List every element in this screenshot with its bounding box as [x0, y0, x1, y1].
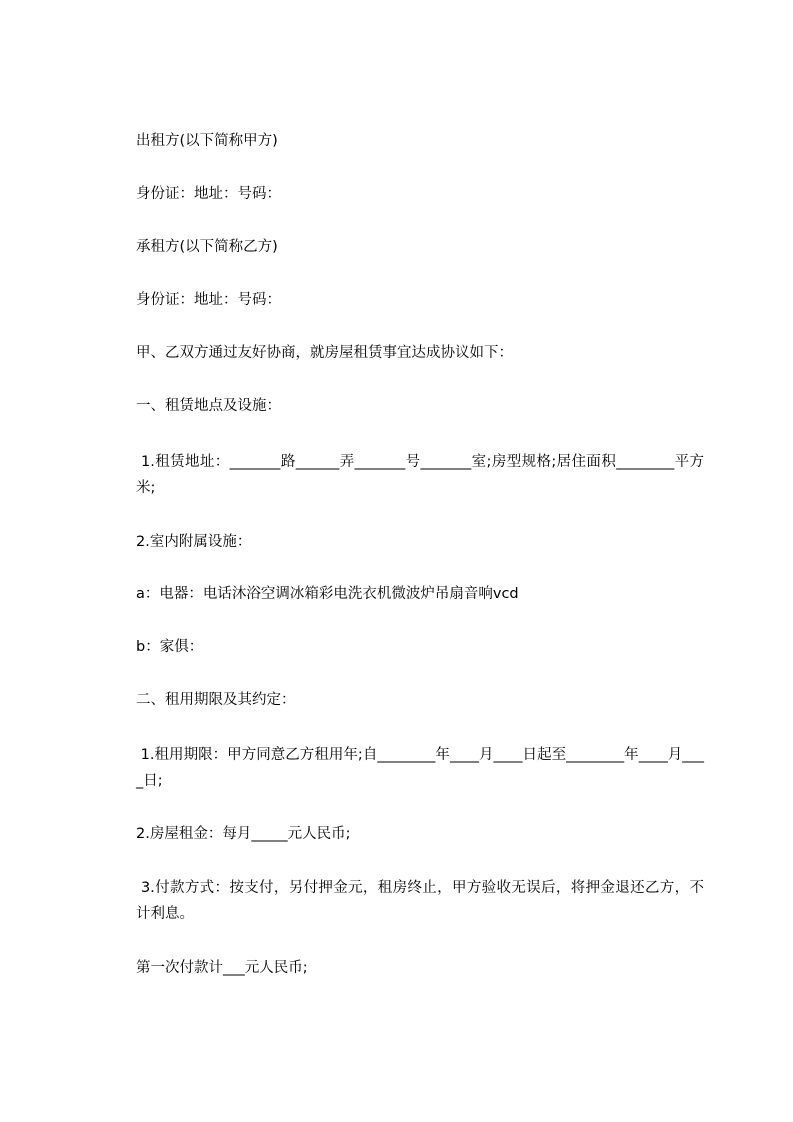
clause-first-payment: 第一次付款计___元人民币; — [136, 960, 308, 976]
agreement-intro: 甲、乙双方通过友好协商，就房屋租赁事宜达成协议如下： — [136, 345, 513, 361]
clause-payment-method: 3.付款方式：按支付，另付押金元，租房终止，甲方验收无误后，将押金退还乙方，不计利息。 — [136, 880, 704, 922]
lessee-line: 承租方(以下简称乙方) — [136, 239, 278, 255]
lessor-id-line: 身份证：地址：号码： — [136, 186, 281, 202]
clause-furniture: b：家俱： — [136, 639, 204, 655]
clause-rent: 2.房屋租金：每月_____元人民币; — [136, 826, 351, 842]
clause-lease-term: 1.租用期限：甲方同意乙方租用年;自________年____月____日起至________年____月____日; — [136, 747, 704, 789]
clause-facilities: 2.室内附属设施： — [136, 534, 252, 550]
clause-appliances: a：电器：电话沐浴空调冰箱彩电洗衣机微波炉吊扇音响vcd — [136, 586, 519, 602]
section-heading-location: 一、租赁地点及设施： — [136, 398, 281, 414]
clause-rental-address: 1.租赁地址：_______路______弄_______号_______室;房型规格;居住面积________平方米; — [136, 454, 704, 496]
section-heading-term: 二、租用期限及其约定： — [136, 692, 296, 708]
lessor-line: 出租方(以下简称甲方) — [136, 133, 278, 149]
lessee-id-line: 身份证：地址：号码： — [136, 292, 281, 308]
